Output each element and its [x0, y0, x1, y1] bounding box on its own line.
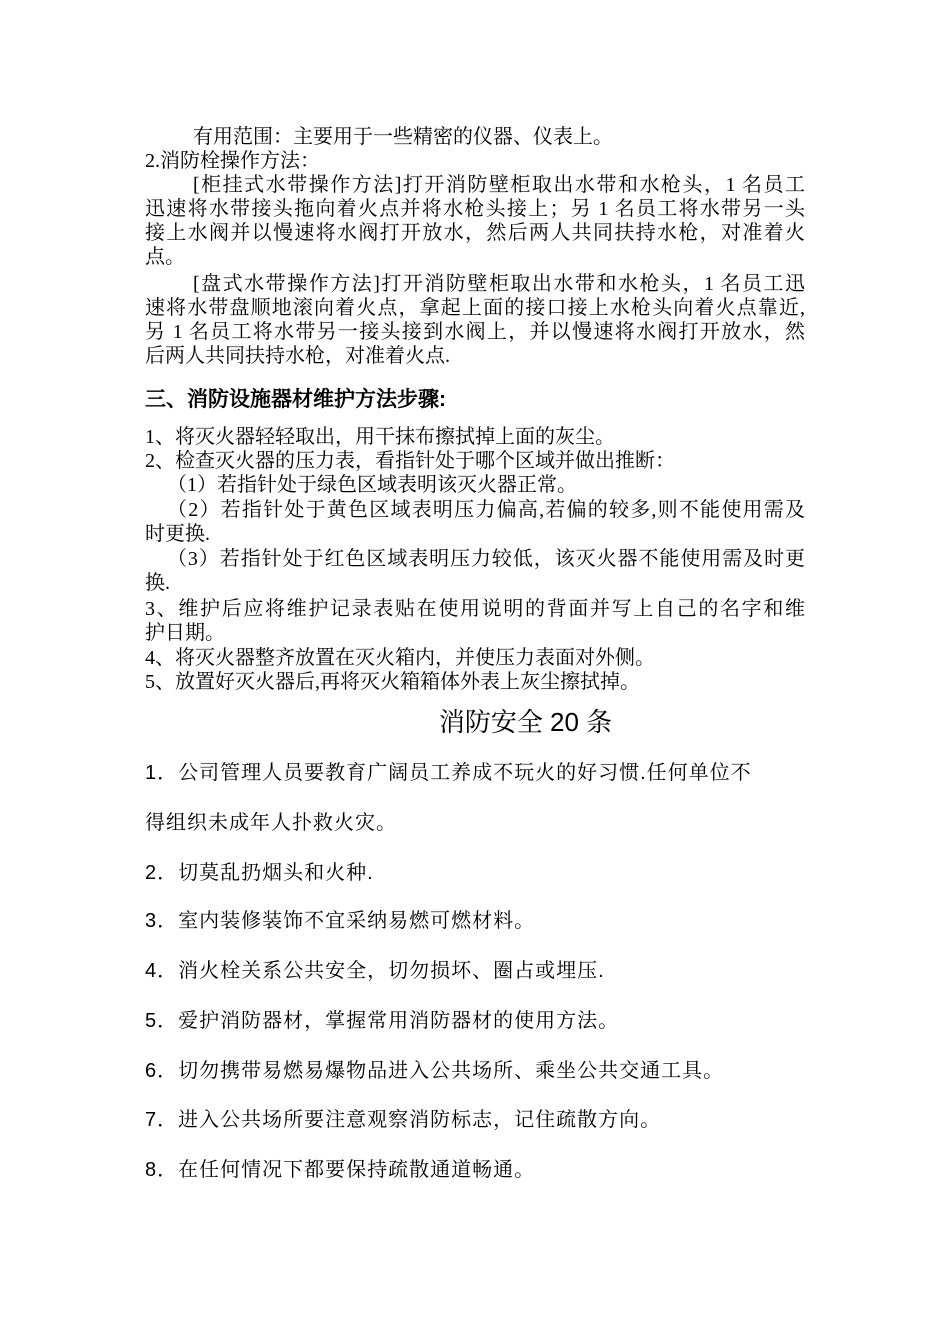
maintenance-step: 4、将灭火器整齐放置在灭火箱内，并使压力表面对外侧。: [145, 647, 655, 669]
maintenance-step: 3、维护后应将维护记录表贴在使用说明的背面并写上自己的名字和维: [145, 598, 805, 620]
maintenance-substep: 时更换.: [145, 523, 210, 545]
maintenance-substep: 换.: [145, 572, 170, 594]
cabinet-method-line: 接上水阀并以慢速将水阀打开放水，然后两人共同扶持水枪，对准着火: [145, 222, 805, 244]
safety-rule: 7．进入公共场所要注意观察消防标志，记住疏散方向。: [145, 1109, 662, 1131]
safety-rule: 5．爱护消防器材，掌握常用消防器材的使用方法。: [145, 1010, 620, 1032]
maintenance-substep: （2）若指针处于黄色区域表明压力偏高,若偏的较多,则不能使用需及: [167, 499, 805, 521]
cabinet-method-line: [柜挂式水带操作方法]打开消防壁柜取出水带和水枪头，1 名员工: [193, 174, 805, 196]
maintenance-substep: （1）若指针处于绿色区域表明该灭火器正常。: [167, 474, 577, 496]
hydrant-heading: 2.消防栓操作方法：: [145, 150, 320, 172]
maintenance-step: 2、检查灭火器的压力表，看指针处于哪个区域并做出推断：: [145, 450, 675, 472]
reel-method-line: [盘式水带操作方法]打开消防壁柜取出水带和水枪头，1 名员工迅: [193, 273, 805, 295]
cabinet-method-line: 点。: [145, 246, 185, 268]
reel-method-line: 后两人共同扶持水枪，对准着火点.: [145, 345, 450, 367]
safety-rule: 6．切勿携带易燃易爆物品进入公共场所、乘坐公共交通工具。: [145, 1060, 725, 1082]
reel-method-line: 另 1 名员工将水带另一接头接到水阀上，并以慢速将水阀打开放水，然: [145, 321, 805, 343]
reel-method-line: 速将水带盘顺地滚向着火点，拿起上面的接口接上水枪头向着火点靠近,: [145, 297, 805, 319]
cabinet-method-line: 迅速将水带接头拖向着火点并将水枪头接上；另 1 名员工将水带另一头: [145, 198, 805, 220]
maintenance-step: 护日期。: [145, 622, 225, 644]
safety-rule: 8．在任何情况下都要保持疏散通道畅通。: [145, 1159, 536, 1181]
safety-rule: 得组织未成年人扑救火灾。: [145, 812, 397, 834]
section3-heading: 三、消防设施器材维护方法步骤:: [145, 388, 446, 411]
safety-rule: 4．消火栓关系公共安全，切勿损坏、圈占或埋压.: [145, 960, 605, 982]
safety-rule: 3．室内装修装饰不宜采纳易燃可燃材料。: [145, 910, 536, 932]
safety-rules-title: 消防安全 20 条: [438, 707, 613, 737]
safety-rule: 2．切莫乱扔烟头和火种.: [145, 862, 374, 884]
maintenance-substep: （3）若指针处于红色区域表明压力较低，该灭火器不能使用需及时更: [167, 548, 805, 570]
scope-line: 有用范围：主要用于一些精密的仪器、仪表上。: [193, 126, 613, 148]
maintenance-step: 1、将灭火器轻轻取出，用干抹布擦拭掉上面的灰尘。: [145, 426, 615, 448]
safety-rule: 1．公司管理人员要教育广阔员工养成不玩火的好习惯.任何单位不: [145, 762, 752, 784]
maintenance-step: 5、放置好灭火器后,再将灭火箱箱体外表上灰尘擦拭掉。: [145, 671, 640, 693]
